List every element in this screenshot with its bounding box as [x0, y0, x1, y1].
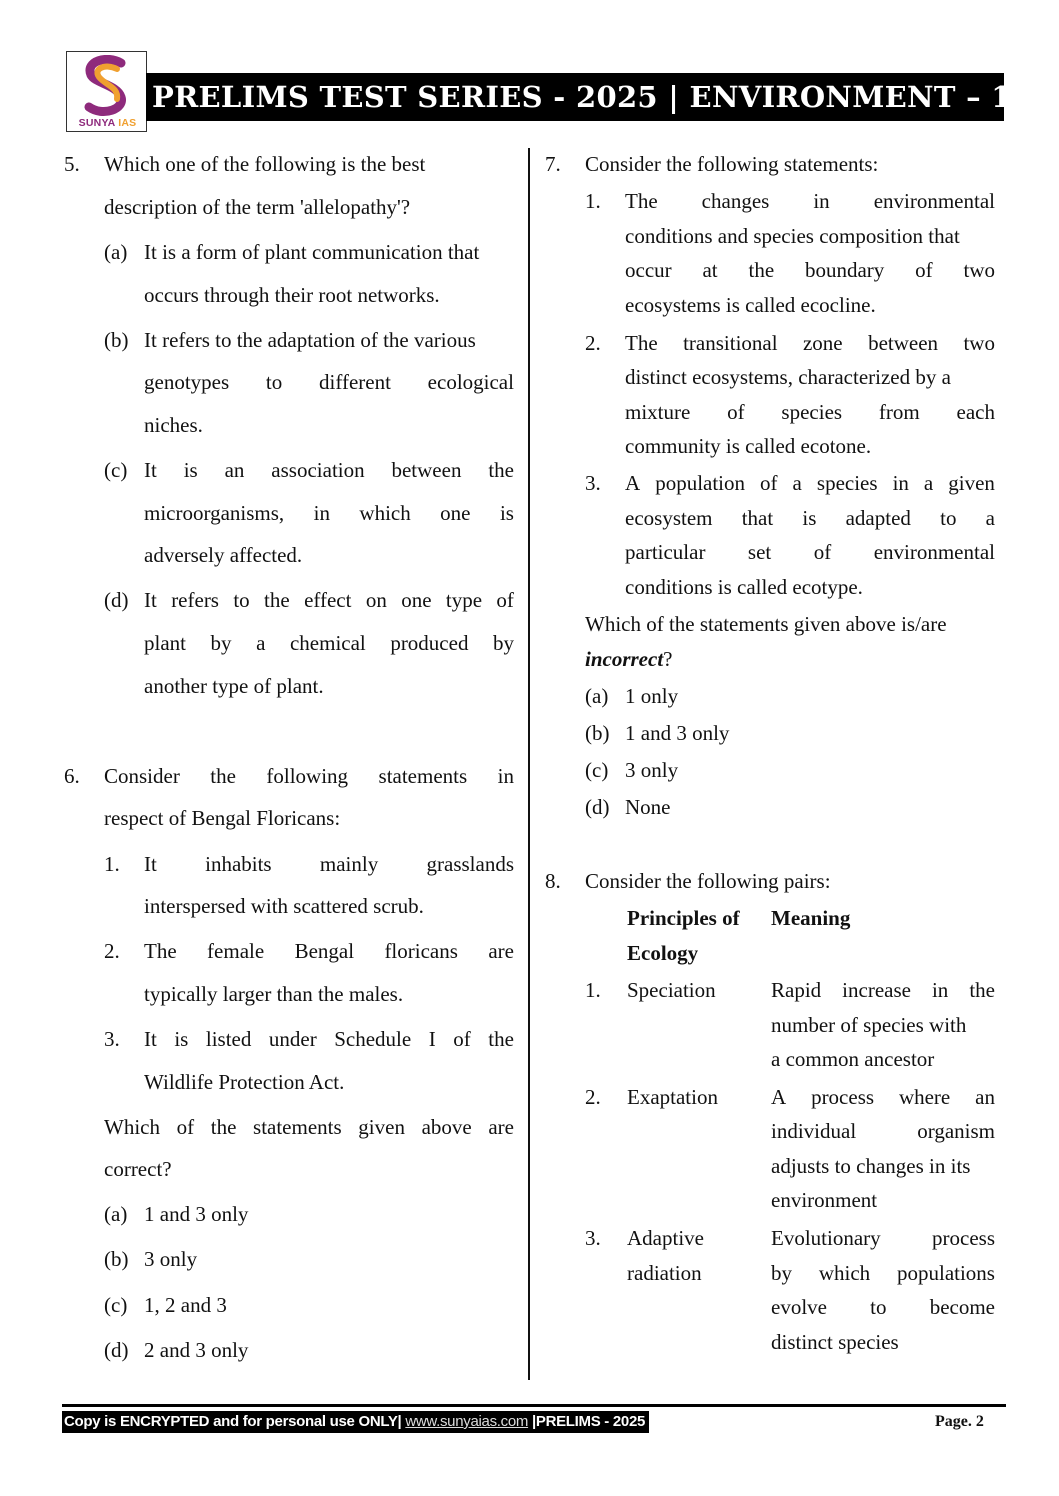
- pair-number: 1.: [585, 978, 601, 1002]
- pair-number: 2.: [585, 1085, 601, 1109]
- option-text: plant by a chemical produced by: [144, 631, 514, 655]
- statement-text: A population of a species in a given: [625, 471, 995, 495]
- footer-notice: [62, 1411, 649, 1433]
- option-text: It is an association between the: [144, 458, 514, 482]
- option-text: 3 only: [625, 758, 679, 782]
- option-label: (b): [104, 1247, 129, 1271]
- s-swirl-logo-icon: [77, 55, 137, 117]
- pair-meaning: evolve to become: [771, 1295, 995, 1319]
- option-label: (d): [104, 1338, 129, 1362]
- question-prompt: Which of the statements given above are: [104, 1115, 514, 1139]
- option-label: (d): [585, 795, 610, 819]
- statement-number: 1.: [104, 852, 120, 876]
- column-header-meaning: Meaning: [771, 906, 851, 930]
- question-stem: Consider the following statements in: [104, 764, 514, 788]
- statement-text: typically larger than the males.: [144, 982, 404, 1006]
- question-stem: Consider the following pairs:: [585, 869, 831, 893]
- option-text: adversely affected.: [144, 543, 303, 567]
- option-text: 2 and 3 only: [144, 1338, 249, 1362]
- statement-text: Wildlife Protection Act.: [144, 1070, 345, 1094]
- statement-text: mixture of species from each: [625, 400, 995, 424]
- option-label: (d): [104, 588, 129, 612]
- statement-text: ecosystem that is adapted to a: [625, 506, 995, 530]
- pair-term: Adaptive: [627, 1226, 704, 1250]
- pair-meaning: Evolutionary process: [771, 1226, 995, 1250]
- option-text: microorganisms, in which one is: [144, 501, 514, 525]
- option-label: (c): [585, 758, 609, 782]
- statement-text: community is called ecotone.: [625, 434, 872, 458]
- option-text: 1 and 3 only: [625, 721, 730, 745]
- sunya-ias-logo: [66, 51, 147, 132]
- statement-text: particular set of environmental: [625, 540, 995, 564]
- question-number: 5.: [64, 152, 80, 176]
- question-prompt: correct?: [104, 1157, 172, 1181]
- option-text: 1, 2 and 3: [144, 1293, 227, 1317]
- footer-notice-text: Copy is ENCRYPTED and for personal use ONLY|: [64, 1413, 402, 1430]
- option-text: niches.: [144, 413, 203, 437]
- option-label: (c): [104, 1293, 128, 1317]
- statement-text: occur at the boundary of two: [625, 258, 995, 282]
- question-stem: respect of Bengal Floricans:: [104, 806, 341, 830]
- statement-number: 3.: [585, 471, 601, 495]
- footer-rule: [62, 1404, 1006, 1407]
- statement-text: The female Bengal floricans are: [144, 939, 514, 963]
- website-link[interactable]: www.sunyaias.com: [405, 1413, 529, 1430]
- emphasis-incorrect: incorrect: [585, 647, 664, 671]
- question-number: 6.: [64, 764, 80, 788]
- option-text: another type of plant.: [144, 674, 324, 698]
- column-header-principles: Principles of: [627, 906, 740, 930]
- option-text: It is a form of plant communication that: [144, 240, 480, 264]
- option-label: (b): [104, 328, 129, 352]
- option-label: (b): [585, 721, 610, 745]
- pair-meaning: adjusts to changes in its: [771, 1154, 971, 1178]
- statement-text: The changes in environmental: [625, 189, 995, 213]
- question-stem: description of the term 'allelopathy'?: [104, 195, 411, 219]
- page-title: PRELIMS TEST SERIES - 2025 | ENVIRONMENT – 1.0: [146, 73, 1004, 121]
- statement-text: conditions and species composition that: [625, 224, 960, 248]
- question-prompt: incorrect?: [585, 647, 673, 671]
- option-text: 1 only: [625, 684, 679, 708]
- statement-text: It is listed under Schedule I of the: [144, 1027, 514, 1051]
- option-text: 1 and 3 only: [144, 1202, 249, 1226]
- statement-number: 2.: [585, 331, 601, 355]
- option-label: (a): [585, 684, 609, 708]
- question-number: 7.: [545, 152, 561, 176]
- column-header-principles: Ecology: [627, 941, 699, 965]
- statement-text: It inhabits mainly grasslands: [144, 852, 514, 876]
- question-stem: Consider the following statements:: [585, 152, 879, 176]
- pair-meaning: Rapid increase in the: [771, 978, 995, 1002]
- option-label: (a): [104, 1202, 128, 1226]
- statement-text: distinct ecosystems, characterized by a: [625, 365, 951, 389]
- pair-meaning: number of species with: [771, 1013, 967, 1037]
- pair-term: Speciation: [627, 978, 716, 1002]
- pair-meaning: A process where an: [771, 1085, 995, 1109]
- statement-text: interspersed with scattered scrub.: [144, 894, 424, 918]
- question-stem: Which one of the following is the best: [104, 152, 426, 176]
- pair-term: Exaptation: [627, 1085, 718, 1109]
- option-text: It refers to the adaptation of the various: [144, 328, 476, 352]
- logo-text: SUNYA IAS: [78, 117, 137, 129]
- statement-number: 1.: [585, 189, 601, 213]
- statement-number: 2.: [104, 939, 120, 963]
- statement-text: conditions is called ecotype.: [625, 575, 863, 599]
- pair-meaning: environment: [771, 1188, 878, 1212]
- pair-meaning: by which populations: [771, 1261, 995, 1285]
- option-label: (c): [104, 458, 128, 482]
- statement-text: The transitional zone between two: [625, 331, 995, 355]
- pair-meaning: individual organism: [771, 1119, 995, 1143]
- option-text: 3 only: [144, 1247, 198, 1271]
- pair-number: 3.: [585, 1226, 601, 1250]
- option-text: None: [625, 795, 671, 819]
- question-prompt: Which of the statements given above is/are: [585, 612, 947, 636]
- pair-term: radiation: [627, 1261, 702, 1285]
- option-text: genotypes to different ecological: [144, 370, 514, 394]
- pair-meaning: distinct species: [771, 1330, 899, 1354]
- page-number: Page. 2: [935, 1413, 984, 1430]
- option-text: occurs through their root networks.: [144, 283, 440, 307]
- option-text: It refers to the effect on one type of: [144, 588, 514, 612]
- column-divider: [528, 148, 530, 1380]
- footer-tag: |PRELIMS - 2025: [531, 1413, 646, 1430]
- statement-text: ecosystems is called ecocline.: [625, 293, 876, 317]
- question-number: 8.: [545, 869, 561, 893]
- pair-meaning: a common ancestor: [771, 1047, 935, 1071]
- option-label: (a): [104, 240, 128, 264]
- statement-number: 3.: [104, 1027, 120, 1051]
